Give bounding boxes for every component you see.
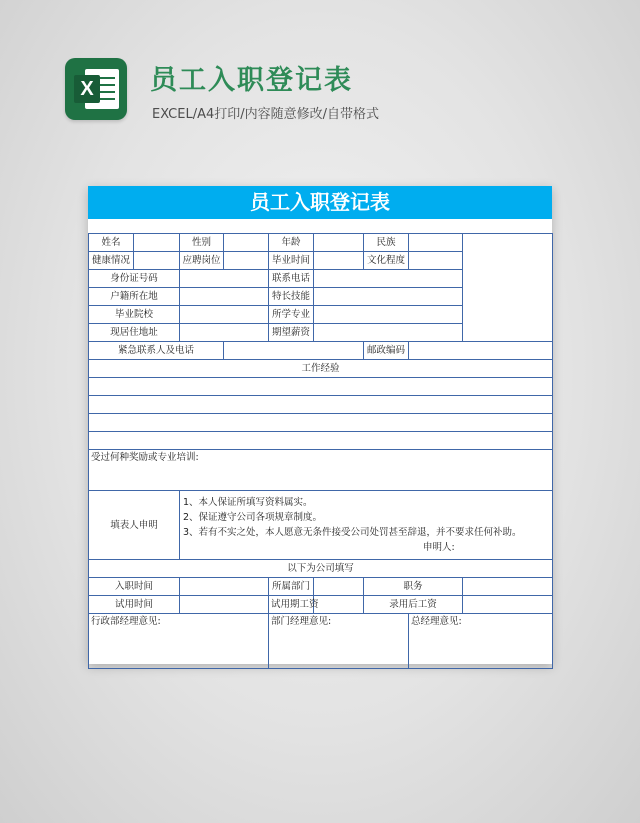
- field-postcode[interactable]: [409, 342, 553, 360]
- dept-manager-opinion[interactable]: 部门经理意见:: [269, 614, 409, 669]
- label-trial-salary: 试用期工资: [269, 596, 314, 614]
- field-department[interactable]: [314, 578, 364, 596]
- label-hukou: 户籍所在地: [89, 288, 180, 306]
- label-position: 应聘岗位: [180, 252, 224, 270]
- field-ethnicity[interactable]: [409, 234, 463, 252]
- field-major[interactable]: [314, 306, 463, 324]
- table-row: [89, 342, 553, 360]
- field-position[interactable]: [224, 252, 269, 270]
- work-experience-line[interactable]: [89, 396, 553, 414]
- table-row: [89, 578, 553, 596]
- table-row: [89, 491, 553, 560]
- field-school[interactable]: [180, 306, 269, 324]
- declaration-line-1: 1、本人保证所填写资料属实。: [183, 497, 313, 508]
- field-education[interactable]: [409, 252, 463, 270]
- awards-training-field[interactable]: 受过何种奖励或专业培训:: [89, 450, 553, 491]
- label-age: 年龄: [269, 234, 314, 252]
- label-phone: 联系电话: [269, 270, 314, 288]
- form-sheet: [88, 186, 552, 664]
- label-grad-time: 毕业时间: [269, 252, 314, 270]
- table-row: [89, 560, 553, 578]
- photo-box[interactable]: [463, 234, 553, 342]
- table-row: [89, 596, 553, 614]
- label-school: 毕业院校: [89, 306, 180, 324]
- field-age[interactable]: [314, 234, 364, 252]
- field-name[interactable]: [134, 234, 180, 252]
- table-row: [89, 234, 553, 252]
- label-salary: 期望薪资: [269, 324, 314, 342]
- declaration-label: 填表人申明: [89, 491, 180, 560]
- field-trial-time[interactable]: [180, 596, 269, 614]
- table-row: [89, 360, 553, 378]
- field-entry-time[interactable]: [180, 578, 269, 596]
- declarant-signature[interactable]: 申明人:: [423, 542, 455, 553]
- table-row: [89, 614, 553, 669]
- field-id-number[interactable]: [180, 270, 269, 288]
- label-skills: 特长技能: [269, 288, 314, 306]
- label-hired-salary: 录用后工资: [364, 596, 463, 614]
- field-salary[interactable]: [314, 324, 463, 342]
- table-row: [89, 450, 553, 491]
- label-emergency-contact: 紧急联系人及电话: [89, 342, 224, 360]
- field-skills[interactable]: [314, 288, 463, 306]
- label-address: 现居住地址: [89, 324, 180, 342]
- label-trial-time: 试用时间: [89, 596, 180, 614]
- label-duty: 职务: [364, 578, 463, 596]
- work-experience-line[interactable]: [89, 414, 553, 432]
- registration-table: [88, 233, 553, 669]
- label-id-number: 身份证号码: [89, 270, 180, 288]
- field-duty[interactable]: [463, 578, 553, 596]
- work-experience-line[interactable]: [89, 378, 553, 396]
- field-address[interactable]: [180, 324, 269, 342]
- field-emergency-contact[interactable]: [224, 342, 364, 360]
- work-experience-line[interactable]: [89, 432, 553, 450]
- label-name: 姓名: [89, 234, 134, 252]
- excel-icon: [65, 58, 127, 120]
- label-department: 所属部门: [269, 578, 314, 596]
- field-phone[interactable]: [314, 270, 463, 288]
- field-health[interactable]: [134, 252, 180, 270]
- field-hukou[interactable]: [180, 288, 269, 306]
- field-trial-salary[interactable]: [314, 596, 364, 614]
- section-work-experience: 工作经验: [89, 360, 553, 378]
- declaration-line-2: 2、保证遵守公司各项规章制度。: [183, 512, 323, 523]
- label-major: 所学专业: [269, 306, 314, 324]
- general-manager-opinion[interactable]: 总经理意见:: [409, 614, 553, 669]
- excel-x-logo: X: [74, 75, 100, 103]
- label-ethnicity: 民族: [364, 234, 409, 252]
- label-entry-time: 入职时间: [89, 578, 180, 596]
- label-education: 文化程度: [364, 252, 409, 270]
- declaration-text: [180, 491, 553, 560]
- field-hired-salary[interactable]: [463, 596, 553, 614]
- section-company-use: 以下为公司填写: [89, 560, 553, 578]
- field-grad-time[interactable]: [314, 252, 364, 270]
- label-health: 健康情况: [89, 252, 134, 270]
- declaration-line-3: 3、若有不实之处，本人愿意无条件接受公司处罚甚至辞退，并不要求任何补助。: [183, 527, 522, 538]
- label-postcode: 邮政编码: [364, 342, 409, 360]
- field-gender[interactable]: [224, 234, 269, 252]
- page-subtitle: EXCEL/A4打印/内容随意修改/自带格式: [152, 107, 380, 122]
- label-gender: 性别: [180, 234, 224, 252]
- form-title: 员工入职登记表: [88, 186, 552, 219]
- admin-manager-opinion[interactable]: 行政部经理意见:: [89, 614, 269, 669]
- page-title: 员工入职登记表: [150, 65, 353, 96]
